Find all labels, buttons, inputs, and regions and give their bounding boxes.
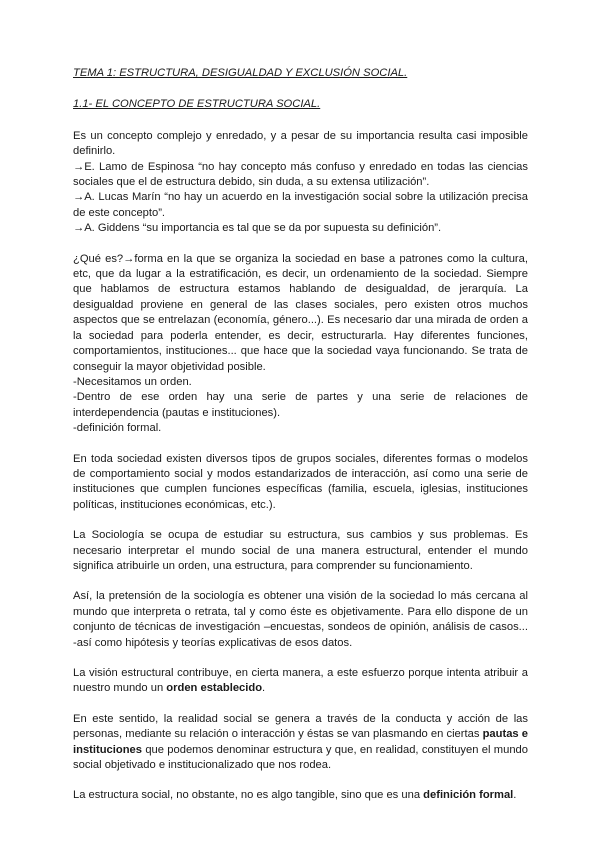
quote-lucas: →A. Lucas Marín “no hay un acuerdo en la investigación social sobre la utilización precisa de este concepto”. — [73, 191, 528, 219]
text-span: En este sentido, la realidad social se genera a través de la conducta y acción de las personas, mediante su relación o interacción y éstas se van plasmando en ciertas — [73, 712, 528, 741]
text-span: . — [262, 682, 266, 695]
paragraph-tangible — [73, 788, 528, 803]
text-span: que podemos denominar estructura y que, en realidad, constituyen el mundo social objetivado e institucionalizado que nos rodea. — [73, 743, 528, 772]
bold-definicion-formal: definición formal — [423, 789, 514, 802]
text-span: . — [513, 789, 517, 802]
paragraph-vision — [73, 666, 528, 697]
bold-pautas-instituciones: pautas e instituciones — [73, 728, 528, 756]
text-span: La visión estructural contribuye, en cierta manera, a este esfuerzo porque intenta atribuir a nuestro mundo un — [73, 667, 528, 695]
text-span: La estructura social, no obstante, no es algo tangible, sino que es una — [73, 789, 424, 802]
paragraph-realidad — [73, 712, 528, 774]
list-item-partes: -Dentro de ese orden hay una serie de partes y una serie de relaciones de interdependencia (pautas e instituciones). — [73, 391, 528, 419]
document-title: TEMA 1: ESTRUCTURA, DESIGUALDAD Y EXCLUSIÓN SOCIAL. — [73, 67, 408, 79]
paragraph-definition: ¿Qué es?→forma en la que se organiza la sociedad en base a patrones como la cultura, etc, que da lugar a la estratificación, es decir, un ordenamiento de la sociedad. Siempre que hablamos de estructura estamos hablando de desigualdad, de jerarquía. La desigualdad proviene en general de las clases sociales, pero existen otros muchos aspectos que se entrelazan (economía, género...). Es necesario dar una mirada de orden a la sociedad para poderla entender, es decir, estructurarla. Hay diferentes funciones, comportamientos, instituciones... que hace que la sociedad vaya funcionando. Se trata de conseguir la mayor objetividad posible. — [73, 252, 528, 373]
bold-orden-establecido: orden establecido — [166, 682, 263, 695]
list-item-orden: -Necesitamos un orden. — [73, 375, 192, 388]
section-heading: 1.1- EL CONCEPTO DE ESTRUCTURA SOCIAL. — [73, 98, 321, 111]
document-page — [73, 66, 528, 804]
paragraph-pretension: Así, la pretensión de la sociología es obtener una visión de la sociedad lo más cercana al mundo que interpreta o retrata, tal y como éste es objetivamente. Para ello dispone de un conjunto de técnicas de investigación –encuestas, sondeos de opinión, análisis de casos... -así como hipótesis y teorías explicativas de esos datos. — [73, 590, 528, 649]
list-item-formal: -definición formal. — [73, 422, 162, 435]
paragraph-grupos: En toda sociedad existen diversos tipos de grupos sociales, diferentes formas o modelos de comportamiento social y modos estandarizados de interacción, así como una serie de instituciones que cumplen funciones específicas (familia, escuela, iglesias, instituciones políticas, instituciones económicas, etc.). — [73, 452, 528, 511]
quote-lamo: →E. Lamo de Espinosa “no hay concepto más confuso y enredado en todas las ciencias sociales que el de estructura debido, sin duda, a su extensa utilización”. — [73, 160, 528, 189]
paragraph-sociologia: La Sociología se ocupa de estudiar su estructura, sus cambios y sus problemas. Es necesario interpretar el mundo social de una manera estructural, entender el mundo significa atribuirle un orden, una estructura, para comprender su funcionamiento. — [73, 529, 528, 572]
paragraph-intro: Es un concepto complejo y enredado, y a pesar de su importancia resulta casi imposible definirlo. — [73, 129, 528, 158]
quote-giddens: →A. Giddens “su importancia es tal que se da por supuesta su definición”. — [73, 222, 442, 235]
